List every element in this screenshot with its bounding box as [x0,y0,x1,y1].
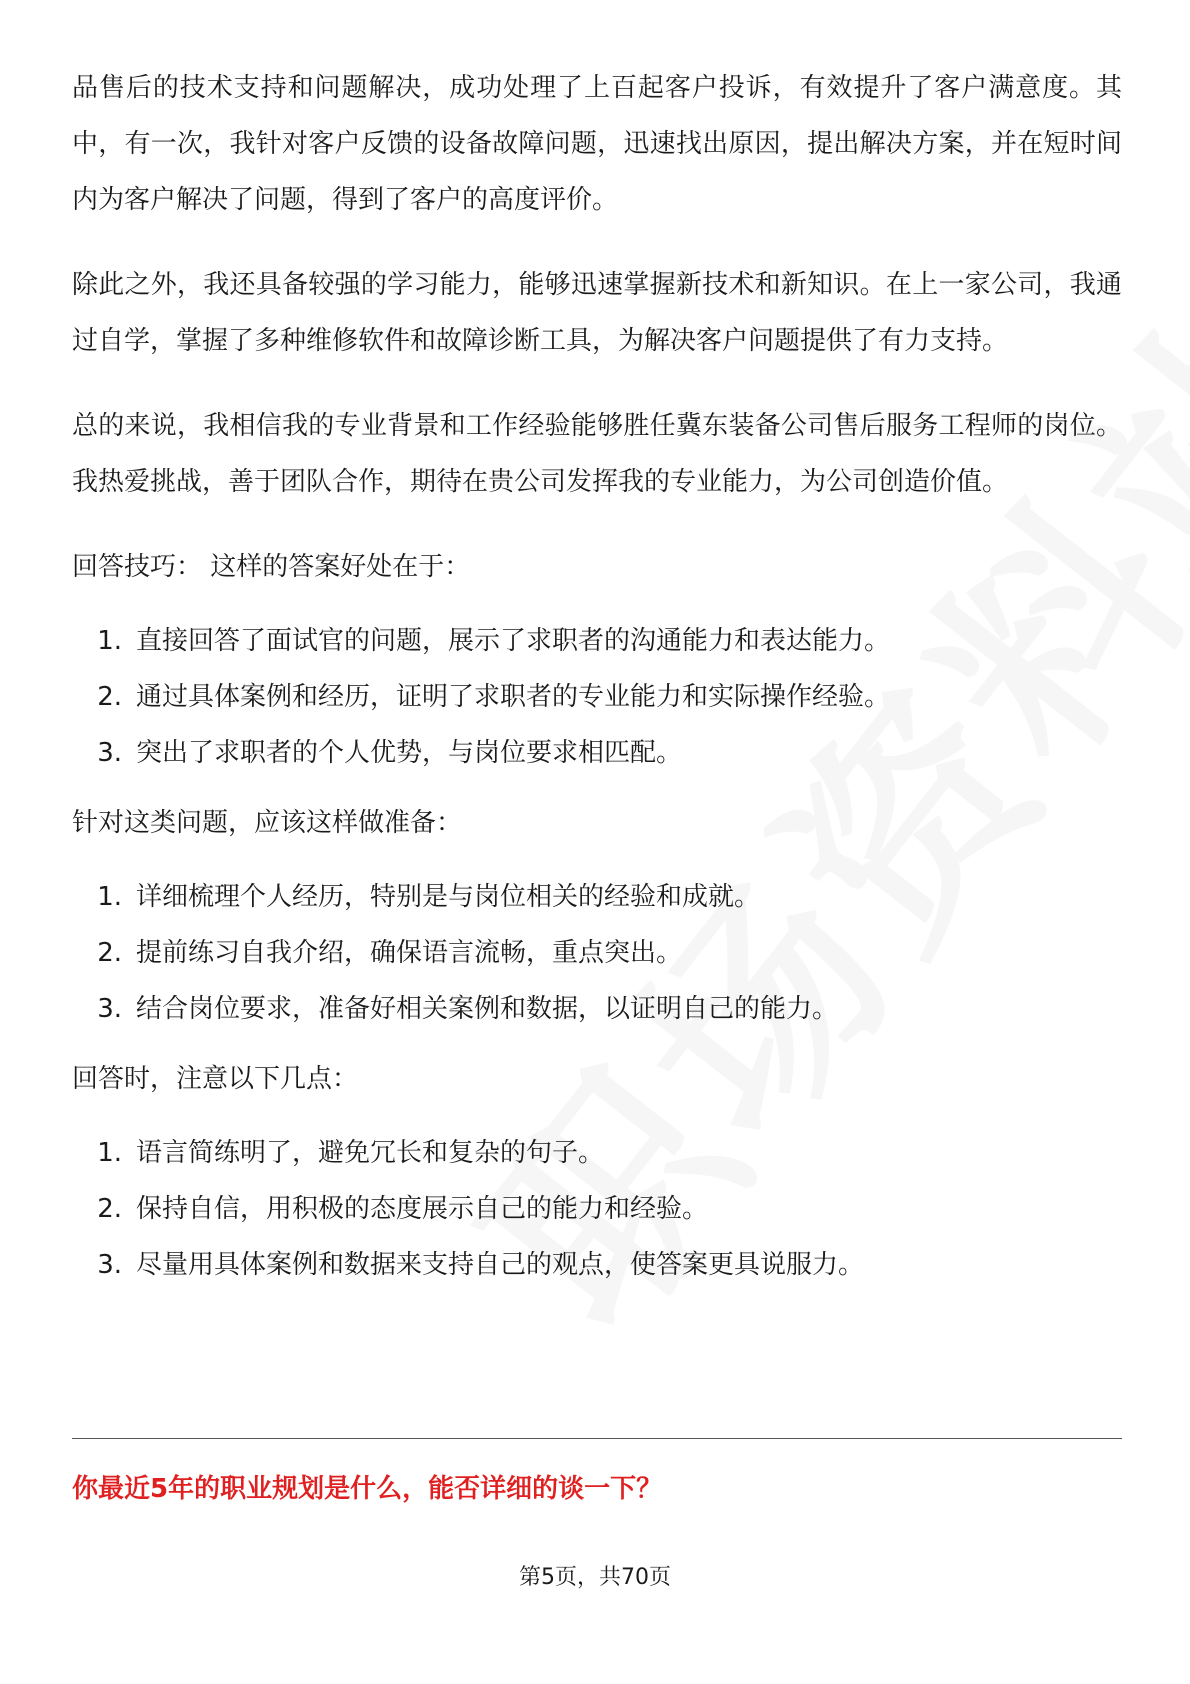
list-item [72,1125,1122,1181]
list-number: 1. [97,626,122,656]
page-number: 第5页，共70页 [519,1565,671,1590]
notes-list [72,1125,1122,1293]
section-divider [72,1438,1122,1439]
prepare-list [72,869,1122,1037]
list-number: 2. [97,938,122,968]
page-content [72,60,1122,1307]
list-text: 提前练习自我介绍，确保语言流畅，重点突出。 [136,938,683,968]
paragraph-3: 总的来说，我相信我的专业背景和工作经验能够胜任冀东装备公司售后服务工程师的岗位。我热爱挑战，善于团队合作，期待在贵公司发挥我的专业能力，为公司创造价值。 [72,411,1122,497]
list-item [72,869,1122,925]
list-item [72,1237,1122,1293]
tips-list [72,613,1122,781]
list-text: 直接回答了面试官的问题，展示了求职者的沟通能力和表达能力。 [136,626,891,656]
notes-heading: 回答时，注意以下几点： [72,1064,359,1094]
list-number: 1. [97,882,122,912]
list-item [72,725,1122,781]
list-text: 尽量用具体案例和数据来支持自己的观点，使答案更具说服力。 [136,1250,865,1280]
paragraph-2: 除此之外，我还具备较强的学习能力，能够迅速掌握新技术和新知识。在上一家公司，我通过自学，掌握了多种维修软件和故障诊断工具，为解决客户问题提供了有力支持。 [72,270,1122,356]
list-text: 保持自信，用积极的态度展示自己的能力和经验。 [136,1194,709,1224]
paragraph-1: 品售后的技术支持和问题解决，成功处理了上百起客户投诉，有效提升了客户满意度。其中，有一次，我针对客户反馈的设备故障问题，迅速找出原因，提出解决方案，并在短时间内为客户解决了问题，得到了客户的高度评价。 [72,73,1122,215]
list-text: 语言简练明了，避免冗长和复杂的句子。 [136,1138,605,1168]
list-number: 2. [97,682,122,712]
list-item [72,925,1122,981]
list-number: 3. [97,994,122,1024]
next-question-heading: 你最近5年的职业规划是什么，能否详细的谈一下？ [72,1474,663,1504]
list-text: 结合岗位要求，准备好相关案例和数据，以证明自己的能力。 [136,994,839,1024]
list-number: 3. [97,1250,122,1280]
list-item [72,613,1122,669]
list-text: 通过具体案例和经历，证明了求职者的专业能力和实际操作经验。 [136,682,891,712]
list-item [72,669,1122,725]
prepare-heading: 针对这类问题，应该这样做准备： [72,808,463,838]
list-text: 详细梳理个人经历，特别是与岗位相关的经验和成就。 [136,882,761,912]
list-item [72,981,1122,1037]
list-text: 突出了求职者的个人优势，与岗位要求相匹配。 [136,738,683,768]
list-number: 1. [97,1138,122,1168]
list-item [72,1181,1122,1237]
tips-heading: 回答技巧： 这样的答案好处在于： [72,552,471,582]
list-number: 3. [97,738,122,768]
list-number: 2. [97,1194,122,1224]
